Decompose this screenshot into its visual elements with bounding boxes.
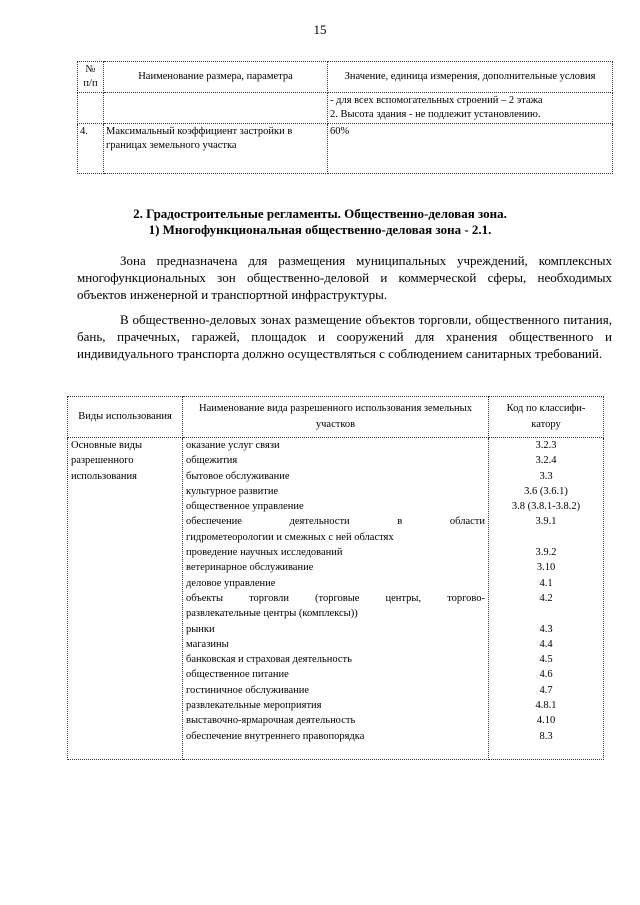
use-item: банковская и страховая деятельность — [186, 654, 352, 666]
code-item: 4.10 — [536, 715, 556, 727]
value-line: - для всех вспомогательных строений – 2 этажа — [330, 95, 543, 106]
table-header-row — [78, 62, 613, 93]
code-item — [492, 606, 600, 621]
row-parameter: Максимальный коэффициент застройки в границах земельного участка — [104, 124, 328, 174]
code-item: 4.8.1 — [535, 700, 557, 712]
codes-cell — [489, 438, 604, 760]
use-item: гостиничное обслуживание — [186, 684, 310, 696]
code-item: 3.2.4 — [535, 455, 557, 467]
code-item: 3.9.1 — [535, 516, 557, 528]
section-heading: 2. Градостроительные регламенты. Общественно-деловая зона. — [133, 206, 507, 221]
col-header-code: Код по классифи-катору — [489, 397, 604, 438]
use-item: ветеринарное обслуживание — [186, 562, 314, 574]
use-item: объекты торговли (торговые центры, торгово- — [186, 592, 485, 604]
subsection-heading: 1) Многофункциональная общественно-деловая зона - 2.1. — [148, 222, 492, 237]
use-item: рынки — [186, 623, 215, 635]
code-item: 4.6 — [539, 669, 553, 681]
col-header-parameter: Наименование размера, параметра — [104, 62, 328, 93]
use-item: магазины — [186, 638, 229, 650]
col-header-number: № п/п — [78, 62, 104, 93]
code-item: 3.3 — [539, 470, 553, 482]
row-parameter — [104, 93, 328, 124]
placement-requirements-paragraph: В общественно-деловых зонах размещение объектов торговли, общественного питания, бань, прачечных, гаражей, площадок и сооружений для хранения общественного и индивидуального транспорта должно осуществляться с соблюдением санитарных требований. — [77, 312, 612, 361]
use-item: общественное управление — [186, 501, 304, 513]
use-item: общежития — [186, 455, 238, 467]
permitted-uses-table — [67, 396, 604, 760]
zone-description-paragraph: Зона предназначена для размещения муниципальных учреждений, комплексных многофункциональных зон общественно-деловой и коммерческой сферы, необходимых объектов инженерной и транспортной инфраструктуры. — [77, 253, 612, 302]
code-item: 4.2 — [539, 592, 553, 604]
code-item: 4.4 — [539, 638, 553, 650]
parameters-table — [77, 61, 613, 174]
use-item: развлекательные мероприятия — [186, 700, 322, 712]
use-item: деловое управление — [186, 577, 276, 589]
code-item: 4.3 — [539, 623, 553, 635]
row-number — [78, 93, 104, 124]
code-item: 4.7 — [539, 684, 553, 696]
code-item: 3.9.2 — [535, 547, 557, 559]
use-item: выставочно-ярмарочная деятельность — [186, 715, 356, 727]
use-item: общественное питание — [186, 669, 289, 681]
code-item: 8.3 — [539, 730, 553, 742]
table-row — [78, 93, 613, 124]
code-item — [492, 530, 600, 545]
use-item: проведение научных исследований — [186, 547, 343, 559]
use-item: бытовое обслуживание — [186, 470, 290, 482]
code-item: 4.1 — [539, 577, 553, 589]
col-header-kind: Виды использования — [68, 397, 183, 438]
row-value — [328, 93, 613, 124]
use-item: гидрометеорологии и смежных с ней областях — [186, 531, 394, 543]
col-header-use-name: Наименование вида разрешенного использования земельных участков — [183, 397, 489, 438]
page-number: 15 — [313, 22, 327, 37]
use-item: оказание услуг связи — [186, 440, 280, 451]
row-number: 4. — [78, 124, 104, 174]
use-item: культурное развитие — [186, 485, 279, 497]
table-header-row — [68, 397, 604, 438]
code-item: 3.2.3 — [535, 440, 557, 451]
use-names-cell — [183, 438, 489, 760]
value-line: 60% — [330, 126, 350, 137]
value-line: 2. Высота здания - не подлежит установлению. — [330, 109, 541, 120]
row-value — [328, 124, 613, 174]
use-item: обеспечение внутреннего правопорядка — [186, 730, 365, 742]
col-header-value: Значение, единица измерения, дополнительные условия — [328, 62, 613, 93]
table-row — [68, 438, 604, 760]
code-item: 4.5 — [539, 654, 553, 666]
code-item: 3.8 (3.8.1-3.8.2) — [511, 501, 581, 513]
use-kind-cell: Основные виды разрешенного использования — [68, 438, 183, 760]
use-item: обеспечение деятельности в области — [186, 516, 485, 528]
use-item: развлекательные центры (комплексы)) — [186, 608, 358, 620]
table-row — [78, 124, 613, 174]
code-item: 3.10 — [536, 562, 556, 574]
code-item: 3.6 (3.6.1) — [524, 485, 568, 497]
